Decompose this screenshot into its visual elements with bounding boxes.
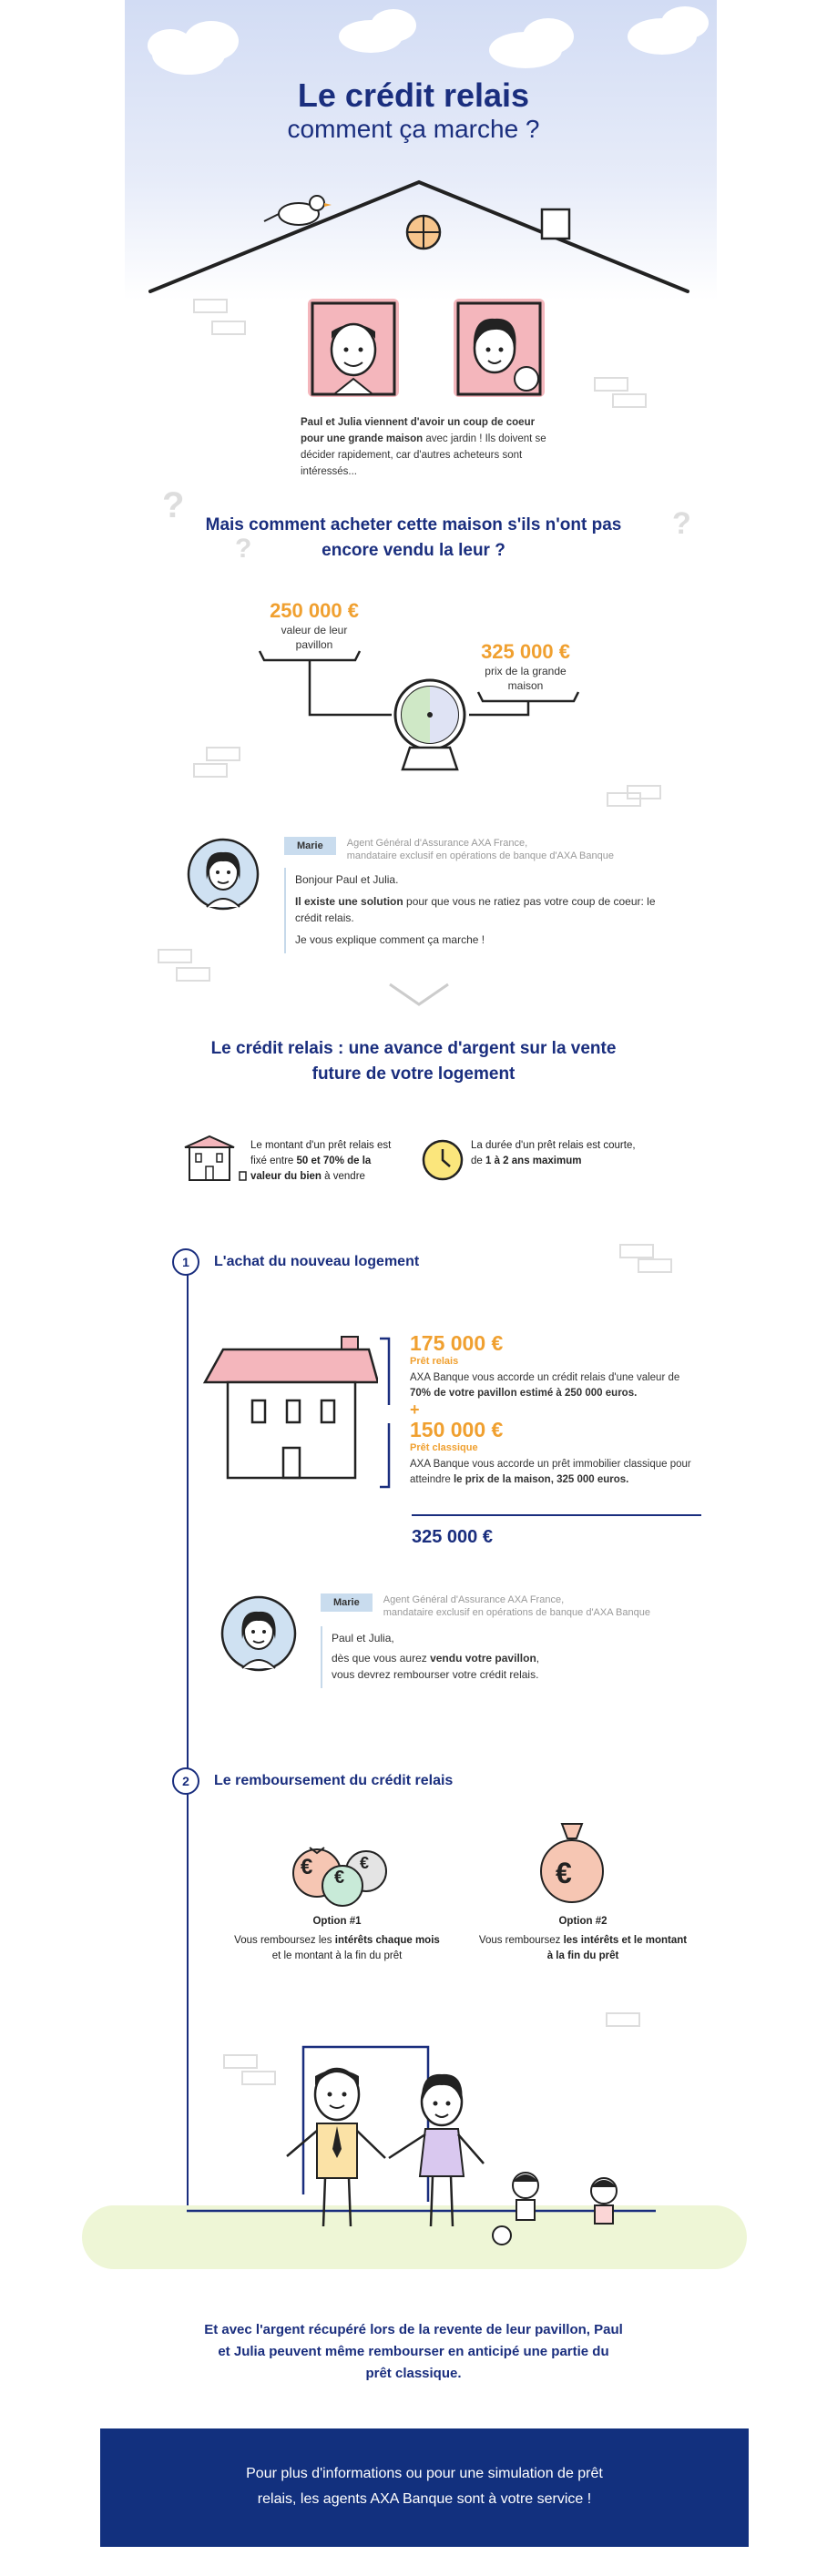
option-1	[232, 1914, 442, 1964]
option-2-title: Option #2	[558, 1916, 607, 1927]
option-2	[478, 1914, 688, 1964]
brick-decoration	[206, 747, 240, 761]
step-1-amounts	[410, 1331, 701, 1488]
fact-duration	[471, 1138, 644, 1169]
step-1-number: 1	[172, 1248, 199, 1276]
brick-decoration	[606, 2012, 640, 2027]
total-divider	[412, 1514, 701, 1516]
euro-icon: €	[301, 1855, 313, 1879]
relay-loan-amount: 175 000 €	[410, 1331, 504, 1355]
fact-duration-text: La durée d'un prêt relais est courte, de	[471, 1140, 636, 1166]
agent-closing: Je vous explique comment ça marche !	[295, 933, 485, 946]
story-text	[301, 414, 556, 480]
agent-name-tag: Marie	[284, 837, 336, 855]
agent-body-bold: Il existe une solution	[295, 895, 403, 908]
question-heading	[0, 513, 827, 564]
footer-line-1: Pour plus d'informations ou pour une simulation de prêt	[246, 2466, 603, 2481]
conclusion-line-2: et Julia peuvent même rembourser en anticipé une partie du	[218, 2344, 609, 2359]
brick-decoration	[619, 1244, 654, 1258]
agent-greeting: Paul et Julia,	[332, 1632, 394, 1644]
left-label-line-1: valeur de leur	[281, 624, 348, 636]
big-house-illustration	[196, 1329, 378, 1489]
agent-body-end: , vous devrez rembourser votre crédit relais.	[332, 1652, 540, 1681]
conclusion-text	[0, 2319, 827, 2385]
total-amount: 325 000 €	[412, 1527, 493, 1547]
money-bag-icon	[531, 1817, 613, 1908]
option-1-title: Option #1	[312, 1916, 362, 1927]
right-amount: 325 000 €	[481, 640, 570, 663]
story-rest: avec jardin ! Ils doivent se décider rapidement, car d'autres acheteurs sont intéressés...	[301, 433, 546, 477]
left-amount: 250 000 €	[270, 599, 359, 622]
page-title: Le crédit relais	[297, 76, 530, 114]
relay-loan-desc-bold: 70% de votre pavillon estimé à 250 000 euros.	[410, 1388, 638, 1399]
euro-icon: €	[556, 1857, 572, 1889]
classic-loan-label: Prêt classique	[410, 1442, 478, 1453]
option-1-text: Vous remboursez les	[234, 1935, 335, 1946]
agent-body-bold: vendu votre pavillon	[430, 1652, 536, 1665]
footer-banner	[100, 2428, 749, 2547]
question-mark-icon: ?	[162, 485, 185, 525]
agent-message-1	[284, 837, 667, 953]
classic-loan-desc-bold: le prix de la maison, 325 000 euros.	[453, 1474, 629, 1485]
agent-body: dès que vous aurez	[332, 1652, 431, 1665]
plus-sign: +	[410, 1400, 420, 1419]
right-label-line-1: prix de la grande	[485, 665, 567, 677]
brick-decoration	[193, 763, 228, 778]
definition-line-1: Le crédit relais : une avance d'argent sur la vente	[210, 1039, 617, 1058]
definition-line-2: future de votre logement	[311, 1064, 516, 1084]
question-mark-icon: ?	[235, 534, 252, 564]
agent-greeting: Bonjour Paul et Julia.	[295, 873, 399, 886]
page-subtitle: comment ça marche ?	[287, 115, 540, 143]
brick-decoration	[594, 377, 628, 392]
bracket-decoration	[378, 1337, 396, 1492]
relay-loan-label: Prêt relais	[410, 1356, 459, 1367]
fact-amount-bold: 50 et 70% de la valeur du bien	[250, 1156, 372, 1182]
relay-loan-desc: AXA Banque vous accorde un crédit relais d'une valeur de	[410, 1372, 680, 1383]
brick-decoration	[211, 321, 246, 335]
question-line-2: encore vendu la leur ?	[322, 541, 505, 560]
brick-decoration	[627, 785, 661, 799]
step-2-title: Le remboursement du crédit relais	[214, 1773, 454, 1788]
agent-body: pour que vous ne ratiez pas votre coup de coeur: le crédit relais.	[295, 895, 656, 924]
question-line-1: Mais comment acheter cette maison s'ils n'ont pas	[205, 515, 622, 535]
agent-role-line-2: mandataire exclusif en opérations de banque d'AXA Banque	[383, 1607, 650, 1618]
option-2-bold: les intérêts et le montant à la fin du prêt	[546, 1935, 688, 1961]
agent-avatar	[220, 1595, 297, 1675]
agent-role-line-1: Agent Général d'Assurance AXA France,	[383, 1594, 565, 1605]
brick-decoration	[193, 299, 228, 313]
house-icon	[182, 1134, 250, 1188]
agent-message-2	[321, 1593, 703, 1688]
family-illustration	[187, 2040, 660, 2267]
story-highlight: Paul et Julia viennent d'avoir un coup de coeur pour une grande maison	[301, 417, 536, 444]
conclusion-line-3: prêt classique.	[365, 2366, 462, 2381]
step-2-number: 2	[172, 1767, 199, 1795]
classic-loan-desc: AXA Banque vous accorde un prêt immobilier classique pour atteindre	[410, 1459, 691, 1485]
euro-icon: €	[334, 1868, 345, 1888]
julia-window-portrait	[454, 299, 549, 399]
left-label-line-2: pavillon	[295, 638, 333, 651]
fact-duration-bold: 1 à 2 ans maximum	[485, 1156, 582, 1166]
step-1-title: L'achat du nouveau logement	[214, 1254, 420, 1269]
brick-decoration	[638, 1258, 672, 1273]
fact-amount-end: à vendre	[321, 1171, 365, 1182]
question-mark-icon: ?	[672, 506, 691, 541]
right-label-line-2: maison	[507, 679, 544, 692]
chevron-down-icon	[387, 982, 451, 1009]
agent-avatar	[187, 838, 260, 914]
option-1-end: et le montant à la fin du prêt	[271, 1950, 403, 1961]
brick-decoration	[158, 949, 192, 963]
clouds-illustration	[125, 0, 717, 82]
paul-window-portrait	[308, 299, 399, 399]
footer-line-2: relais, les agents AXA Banque sont à votre service !	[257, 2491, 592, 2507]
classic-loan-amount: 150 000 €	[410, 1418, 504, 1441]
fact-amount-text: Le montant d'un prêt relais est fixé entre	[250, 1140, 392, 1166]
brick-decoration	[612, 393, 647, 408]
agent-name-tag: Marie	[321, 1593, 373, 1612]
conclusion-line-1: Et avec l'argent récupéré lors de la revente de leur pavillon, Paul	[204, 2322, 623, 2337]
fact-amount	[250, 1138, 401, 1185]
clock-icon	[421, 1138, 465, 1182]
bird-icon	[262, 187, 335, 232]
euro-icon: €	[360, 1854, 370, 1872]
option-2-text: Vous remboursez	[478, 1935, 564, 1946]
definition-heading	[0, 1036, 827, 1087]
scale-illustration	[255, 642, 592, 779]
roof-illustration	[146, 178, 692, 305]
agent-role-line-1: Agent Général d'Assurance AXA France,	[346, 838, 528, 849]
option-1-bold: intérêts chaque mois	[334, 1935, 440, 1946]
agent-role-line-2: mandataire exclusif en opérations de banque d'AXA Banque	[346, 850, 614, 861]
brick-decoration	[176, 967, 210, 982]
